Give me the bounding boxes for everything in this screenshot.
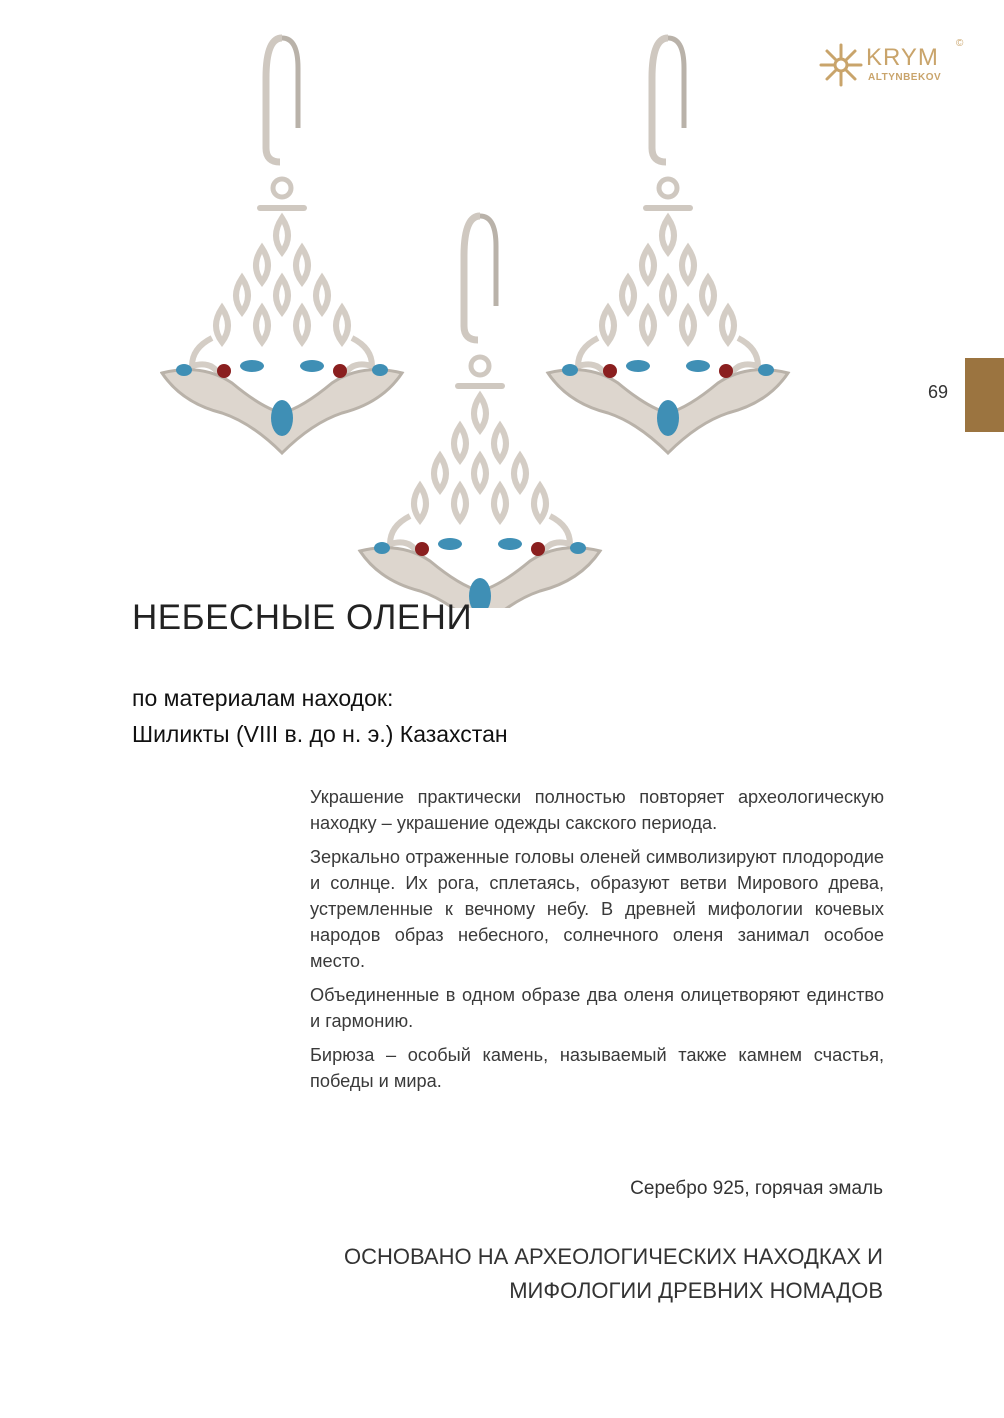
brand-subname: ALTYNBEKOV xyxy=(868,72,942,83)
brand-logo xyxy=(818,38,968,98)
description xyxy=(310,784,884,1102)
brand-name: KRYM xyxy=(866,44,939,71)
paragraph: Объединенные в одном образе два оленя олицетворяют единство и гармонию. xyxy=(310,985,884,1031)
material-info: Серебро 925, горячая эмаль xyxy=(630,1178,883,1199)
subtitle xyxy=(132,680,508,752)
footer-tagline xyxy=(283,1240,883,1308)
copyright-mark: © xyxy=(956,38,964,49)
paragraph: Зеркально отраженные головы оленей символизируют плодородие и солнце. Их рога, сплетаясь, образуют ветви Мирового древа, устремленные к вечному небу. В древней мифологии кочевых народов образ небесного, солнечного оленя занимал особое место. xyxy=(310,847,884,971)
paragraph: Украшение практически полностью повторяет археологическую находку – украшение одежды сакского периода. xyxy=(310,787,884,833)
sun-ornament-icon xyxy=(818,42,864,88)
page-tab xyxy=(965,358,1004,432)
footer-line-1: ОСНОВАНО НА АРХЕОЛОГИЧЕСКИХ НАХОДКАХ И xyxy=(343,1244,883,1269)
paragraph: Бирюза – особый камень, называемый также камнем счастья, победы и мира. xyxy=(310,1045,884,1091)
page-title: НЕБЕСНЫЕ ОЛЕНИ xyxy=(132,598,473,637)
subtitle-line-2: Шиликты (VIII в. до н. э.) Казахстан xyxy=(132,721,508,747)
subtitle-line-1: по материалам находок: xyxy=(132,685,394,711)
page-number: 69 xyxy=(928,382,949,402)
jewelry-photo xyxy=(160,28,800,608)
footer-line-2: МИФОЛОГИИ ДРЕВНИХ НОМАДОВ xyxy=(509,1278,883,1303)
